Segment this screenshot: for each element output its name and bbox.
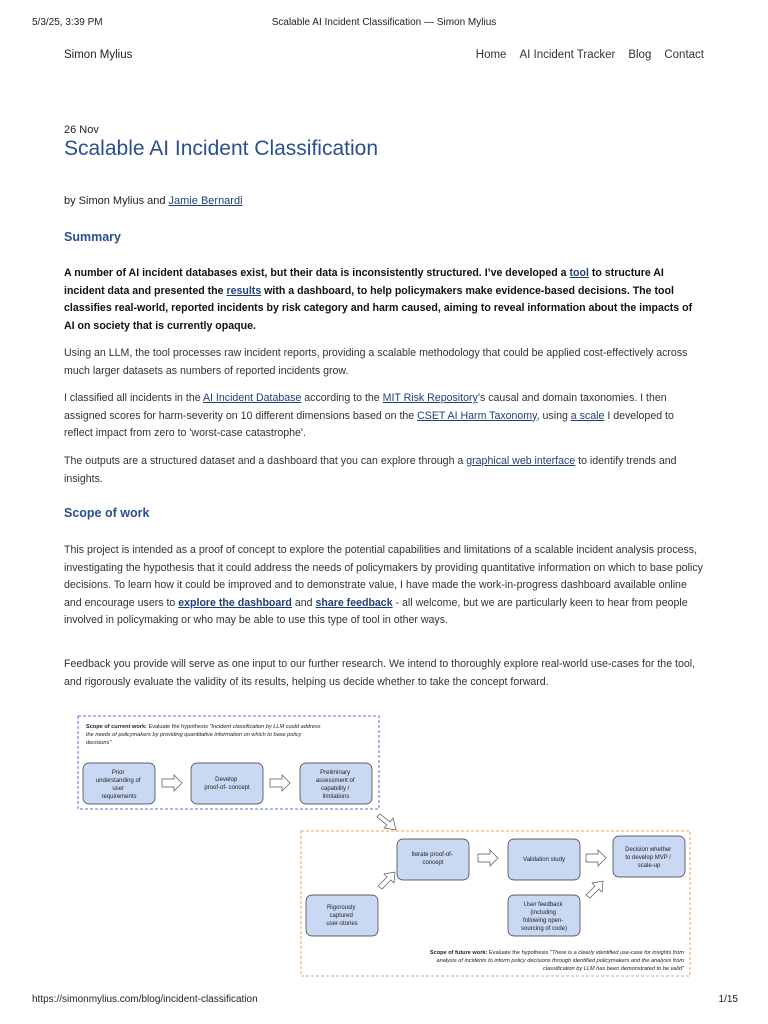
- post-title: Scalable AI Incident Classification: [64, 137, 379, 160]
- box-validation-study-label: Validation study: [523, 857, 565, 863]
- arrow-icon: [270, 775, 290, 791]
- summary-lead-paragraph: [64, 265, 704, 335]
- cset-harm-taxonomy-link[interactable]: CSET AI Harm Taxonomy: [417, 409, 537, 422]
- box-iterate-poc-label: Iterate proof-of- concept: [411, 852, 453, 866]
- summary-paragraph-llm: Using an LLM, the tool processes raw incident reports, providing a scalable methodology that could be applied cost-effectively across much larger datasets as numbers of reported incidents grow.: [64, 347, 688, 377]
- nav-blog[interactable]: Blog: [628, 49, 652, 61]
- summary-heading: Summary: [64, 230, 121, 244]
- box-user-stories-label: Rigorously captured user-stories: [326, 905, 358, 927]
- box-preliminary-assessment-label: Preliminary assessment of capability / limitations: [315, 770, 355, 800]
- text-span: , using: [536, 409, 571, 422]
- box-develop-poc: [191, 763, 263, 804]
- future-scope-caption-line1: Scope of future work: Evaluate the hypothesis "There is a clearly identified use-case for insights from: [429, 950, 684, 956]
- text-span: according to the: [301, 392, 383, 404]
- arrow-icon: [586, 850, 606, 866]
- explore-dashboard-link[interactable]: explore the dashboard: [178, 596, 292, 609]
- site-name-link[interactable]: Simon Mylius: [64, 49, 133, 61]
- future-scope-caption-line3: classification by LLM has been demonstrated to be valid": [543, 966, 684, 972]
- box-user-feedback-label: User feedback (including following open- sourcing of code): [520, 902, 568, 932]
- text-span: I developed to reflect impact from zero to 'worst-case catastrophe'.: [64, 409, 674, 440]
- nav-contact[interactable]: Contact: [664, 49, 704, 61]
- scale-link[interactable]: a scale: [570, 409, 605, 422]
- byline: [64, 195, 243, 207]
- author-link-jamie-bernardi[interactable]: Jamie Bernardi: [168, 195, 243, 207]
- print-url: https://simonmylius.com/blog/incident-classification: [32, 994, 258, 1005]
- print-page-number: 1/15: [718, 994, 738, 1005]
- text-span: A number of AI incident databases exist, but their data is inconsistently structured. I’ve developed a: [64, 267, 570, 279]
- box-prior-understanding-label: Prior understanding of user requirements: [95, 770, 141, 800]
- box-develop-poc-label: Develop proof-of- concept: [204, 777, 250, 791]
- scope-paragraph-feedback: Feedback you provide will serve as one input to our further research. We intend to thoroughly explore real-world use-cases for the tool, and rigorously evaluate the validity of its results, helping us decide whether to take the concept forward.: [64, 658, 696, 688]
- text-span: with a dashboard, to help policymakers make evidence-based decisions. The tool classifies real-world, reported incidents by risk category and harm caused, aiming to reveal information about the impacts of AI on society that is currently opaque.: [64, 284, 693, 332]
- summary-paragraph-classification: [64, 390, 704, 443]
- text-span: The outputs are a structured dataset and a dashboard that you can explore through a: [64, 455, 467, 467]
- ai-incident-database-link[interactable]: AI Incident Database: [202, 392, 302, 404]
- text-span: - all welcome, but we are particularly keen to hear from people involved in policymaking or who may be able to use this type of tool in other ways.: [64, 596, 688, 627]
- arrow-icon: [478, 850, 498, 866]
- nav-home[interactable]: Home: [475, 49, 507, 61]
- box-decision-mvp-label: Decision whether to develop MVP / scale-up: [625, 847, 672, 869]
- current-scope-caption-line3: decisions": [86, 740, 112, 746]
- current-scope-caption-line1: Scope of current work: Evaluate the hypothesis "Incident classification by LLM could address: [86, 724, 321, 730]
- scope-diagram: [74, 713, 694, 979]
- nav-ai-incident-tracker[interactable]: AI Incident Tracker: [519, 49, 616, 61]
- arrow-icon: [162, 775, 182, 791]
- text-span: to identify trends and insights.: [64, 455, 677, 485]
- byline-prefix: by Simon Mylius and: [64, 195, 169, 207]
- mit-risk-repository-link[interactable]: MIT Risk Repository: [382, 392, 478, 404]
- scope-heading: Scope of work: [64, 506, 150, 520]
- text-span: and: [291, 596, 316, 609]
- graphical-web-interface-link[interactable]: graphical web interface: [466, 455, 576, 467]
- text-span: This project is intended as a proof of concept to explore the potential capabilities and limitations of a scalable incident analysis process, investigating the hypothesis that it could address the needs of policymakers by providing quantitative information on which to base policy decisions. To learn how it could be improved and to demonstrate value, I have made the work-in-progress dashboard available online and encourage users to: [64, 544, 703, 609]
- arrow-icon: [378, 872, 395, 889]
- text-span: I classified all incidents in the: [64, 392, 203, 404]
- arrow-icon: [377, 814, 396, 830]
- tool-link[interactable]: tool: [569, 267, 589, 279]
- current-scope-caption-line2: the needs of policymakers by providing quantitative information on which to base policy: [86, 732, 302, 738]
- future-scope-caption-line2: analysis of incidents to inform policy decisions through identified policymakers and the analysis from: [436, 958, 684, 964]
- print-datetime: 5/3/25, 3:39 PM: [32, 17, 103, 28]
- text-span: ’s causal and domain taxonomies. I then assigned scores for harm-severity on 10 different dimensions based on the: [64, 392, 667, 422]
- text-span: to structure AI incident data and presented the: [64, 267, 664, 297]
- summary-paragraph-outputs: [64, 453, 704, 488]
- arrow-icon: [586, 881, 603, 898]
- share-feedback-link[interactable]: share feedback: [315, 596, 393, 609]
- results-link[interactable]: results: [226, 284, 262, 297]
- main-nav: [476, 49, 704, 61]
- scope-paragraph-intro: [64, 542, 704, 630]
- print-doc-title: Scalable AI Incident Classification — Simon Mylius: [271, 17, 497, 28]
- post-date: 26 Nov: [64, 124, 99, 136]
